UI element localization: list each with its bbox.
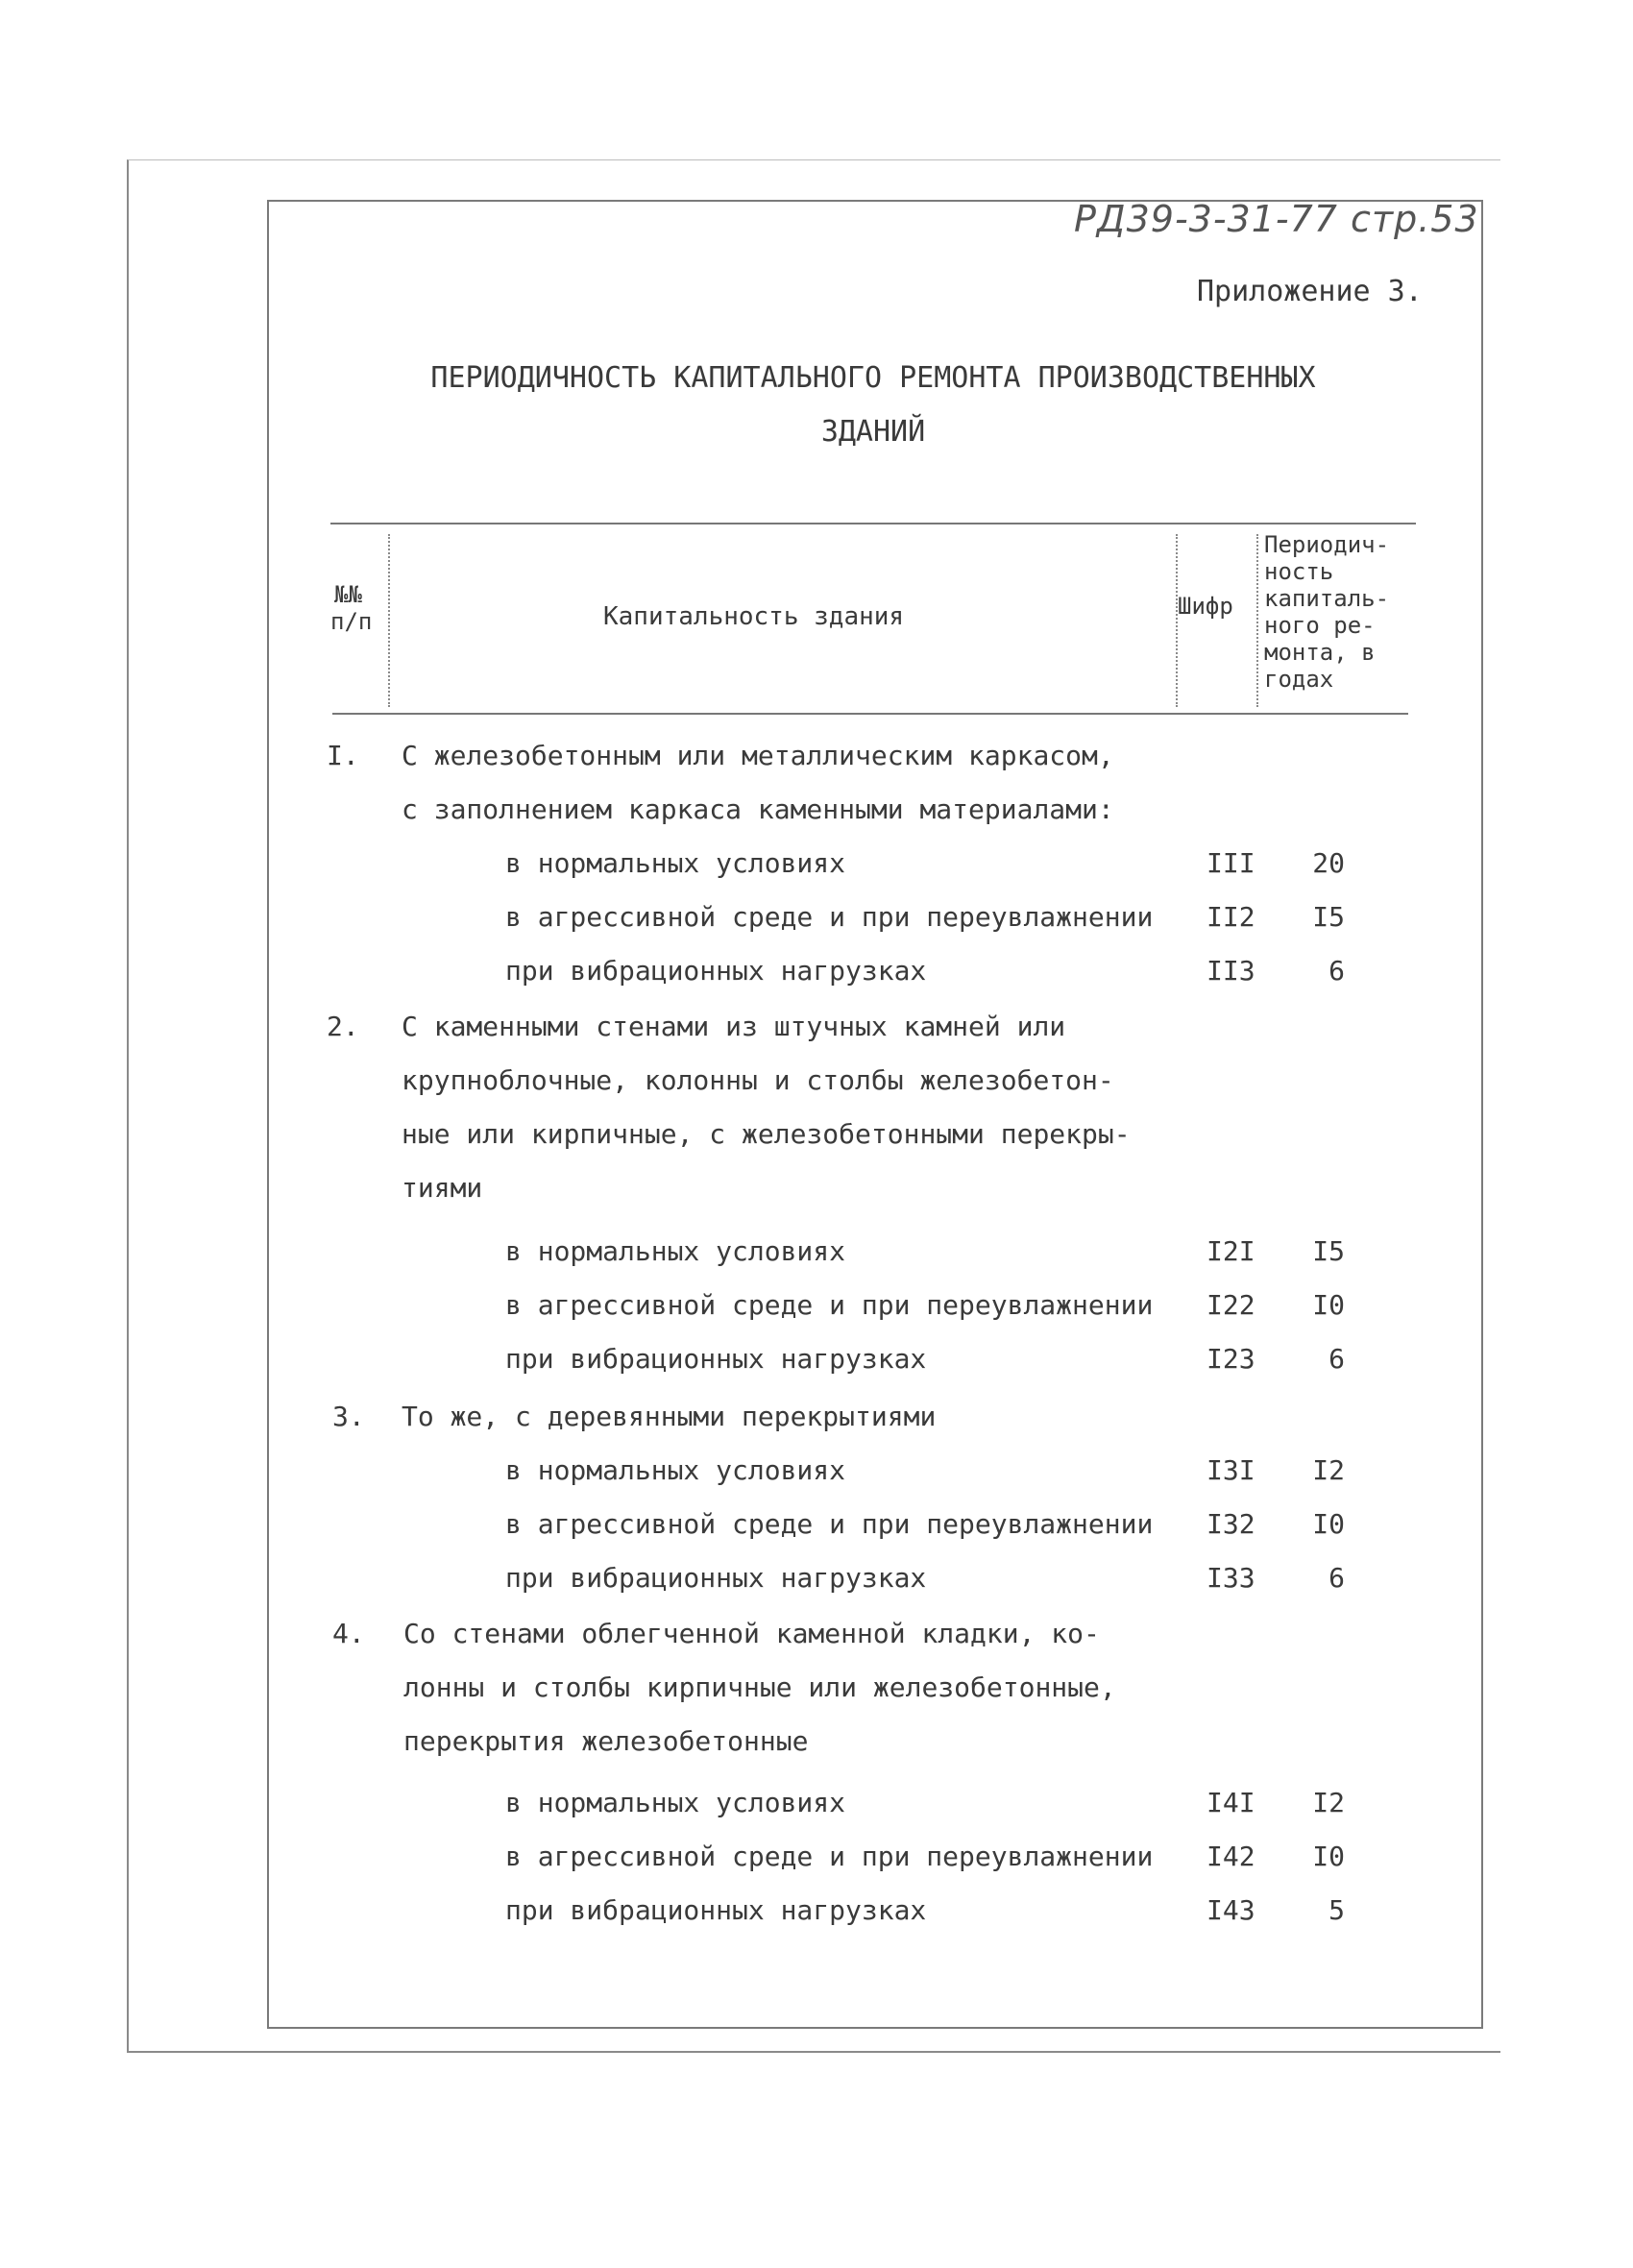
sub-row-code: I22 <box>1206 1289 1255 1321</box>
table-header-bottom-rule <box>332 713 1408 715</box>
sub-row-code: II2 <box>1206 901 1255 933</box>
row-description: То же, с деревянными перекрытиями <box>402 1401 937 1432</box>
sub-row-label: при вибрационных нагрузках <box>505 1562 927 1594</box>
sub-row-code: I2I <box>1206 1235 1255 1267</box>
row-description: С железобетонным или металлическим каркасом, <box>402 740 1114 771</box>
sub-row-label: в агрессивной среде и при переувлажнении <box>505 1841 1154 1872</box>
sub-row-period: I0 <box>1312 1508 1345 1540</box>
sub-row-label: в агрессивной среде и при переувлажнении <box>505 1289 1154 1321</box>
sub-row-label: в нормальных условиях <box>505 847 846 879</box>
document-reference: РД39-3-31-77 стр.53 <box>1074 198 1479 240</box>
sub-row-label: в агрессивной среде и при переувлажнении <box>505 901 1154 933</box>
table-header-top-rule <box>330 523 1416 524</box>
sub-row-period: I0 <box>1312 1841 1345 1872</box>
sub-row-code: I32 <box>1206 1508 1255 1540</box>
header-num-line-2: п/п <box>330 608 373 635</box>
header-period-line: капиталь- <box>1264 585 1390 612</box>
sub-row-code: I33 <box>1206 1562 1255 1594</box>
row-description: лонны и столбы кирпичные или железобетонные, <box>403 1671 1116 1703</box>
sub-row-period: I5 <box>1312 1235 1345 1267</box>
sub-row-period: I5 <box>1312 901 1345 933</box>
sub-row-period: 20 <box>1312 847 1345 879</box>
row-description: С каменными стенами из штучных камней или <box>402 1011 1066 1042</box>
header-period-line: Периодич- <box>1264 531 1390 558</box>
appendix-label: Приложение 3. <box>1197 275 1423 308</box>
header-period-line: годах <box>1264 666 1334 693</box>
sub-row-period: 6 <box>1328 1562 1345 1594</box>
row-description: перекрытия железобетонные <box>403 1725 809 1757</box>
row-number: 2. <box>327 1011 359 1042</box>
header-code: Шифр <box>1178 593 1233 620</box>
header-building: Капитальность здания <box>603 602 905 631</box>
page-title-line-1: ПЕРИОДИЧНОСТЬ КАПИТАЛЬНОГО РЕМОНТА ПРОИЗВОДСТВЕННЫХ <box>430 361 1316 395</box>
column-separator <box>388 534 390 707</box>
sub-row-period: I0 <box>1312 1289 1345 1321</box>
row-description: крупноблочные, колонны и столбы железобетон- <box>402 1064 1114 1096</box>
sub-row-code: III <box>1206 847 1255 879</box>
sub-row-period: 6 <box>1328 955 1345 987</box>
row-description: тиями <box>402 1172 483 1204</box>
header-num-line-1: №№ <box>334 581 362 608</box>
page-title-line-2: ЗДАНИЙ <box>820 415 926 449</box>
sub-row-code: I23 <box>1206 1343 1255 1375</box>
sub-row-code: I42 <box>1206 1841 1255 1872</box>
sub-row-label: в нормальных условиях <box>505 1454 846 1486</box>
row-description: ные или кирпичные, с железобетонными перекры- <box>402 1118 1131 1150</box>
sub-row-code: II3 <box>1206 955 1255 987</box>
row-number: 3. <box>332 1401 365 1432</box>
sub-row-label: в нормальных условиях <box>505 1787 846 1818</box>
sub-row-period: I2 <box>1312 1787 1345 1818</box>
column-separator <box>1176 534 1178 707</box>
sub-row-code: I4I <box>1206 1787 1255 1818</box>
row-number: 4. <box>332 1618 365 1649</box>
sub-row-label: в агрессивной среде и при переувлажнении <box>505 1508 1154 1540</box>
sub-row-code: I3I <box>1206 1454 1255 1486</box>
sub-row-period: I2 <box>1312 1454 1345 1486</box>
sub-row-code: I43 <box>1206 1894 1255 1926</box>
column-separator <box>1256 534 1258 707</box>
sub-row-label: при вибрационных нагрузках <box>505 1894 927 1926</box>
row-number: I. <box>327 740 359 771</box>
sub-row-period: 5 <box>1328 1894 1345 1926</box>
sub-row-period: 6 <box>1328 1343 1345 1375</box>
sub-row-label: при вибрационных нагрузках <box>505 955 927 987</box>
sub-row-label: в нормальных условиях <box>505 1235 846 1267</box>
row-description: Со стенами облегченной каменной кладки, ко- <box>403 1618 1100 1649</box>
sub-row-label: при вибрационных нагрузках <box>505 1343 927 1375</box>
header-period-line: ного ре- <box>1264 612 1376 639</box>
header-period-line: монта, в <box>1264 639 1376 666</box>
row-description: с заполнением каркаса каменными материалами: <box>402 793 1114 825</box>
header-period-line: ность <box>1264 558 1334 585</box>
